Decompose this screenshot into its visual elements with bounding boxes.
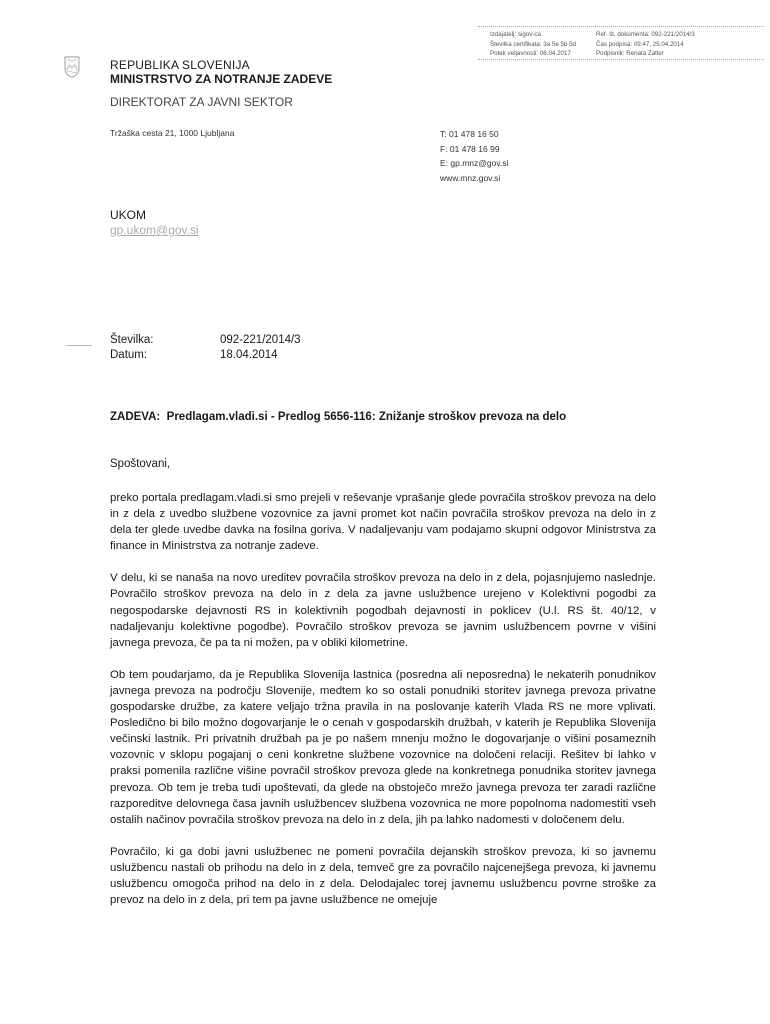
meta-number-row xyxy=(110,333,301,348)
digital-signature-box xyxy=(478,26,764,60)
body-paragraph-4: Povračilo, ki ga dobi javni uslužbenec ne pomeni povračila dejanskih stroškov prevoza, ki so javnemu uslužbencu nastali ob prihodu na delo in z dela, temveč gre za povračilo najcenejšega prevoza, ki javnemu uslužbencu omogoča prihod na delo in z dela. Delodajalec torej javnemu uslužbencu povrne stroške za prevoz na delo in z dela, pri tem pa javne uslužbence ne omejuje xyxy=(110,845,656,907)
document-meta xyxy=(110,333,301,362)
contact-website[interactable]: www.mnz.gov.si xyxy=(440,172,501,183)
signature-time: Čas podpisa: 09:47, 25.04.2014 xyxy=(596,40,684,48)
header-republic: REPUBLIKA SLOVENIJA xyxy=(110,58,250,72)
fold-mark xyxy=(66,345,92,346)
body-paragraph-3: Ob tem poudarjamo, da je Republika Slovenija lastnica (posredna ali neposredna) le nekaterih ponudnikov javnega prevoza na področju Slovenije, medtem ko so ostali ponudniki storitev javnega prevoza privatne gospodarske družbe, za katere veljajo tržna pravila in na poslovanje katerih Vlada RS ne more vplivati. Posledično bi bilo možno dogovarjanje le o cenah v gospodarskih družbah, v katerih je Republika Slovenija večinski lastnik. Pri privatnih družbah pa je po našem mnenju možno le dogovarjanje o višini posameznih vozovnic v sklopu pogajanj o ceni konkretne službene vozovnice na določeni relaciji. Rešitev bi lahko v praksi pomenila različne višine povračil stroškov prevoza glede na konkretnega ponudnika storitev javnega prevoza. Ob tem je treba tudi upoštevati, da glede na obstoječo mrežo javnega prevoza ter zaradi različne razporeditve delovnega časa javnih uslužbencev službena vozovnica ne more popolnoma nadomestiti vseh ostalih načinov povračila stroškov prevoza na delo in z dela, jih pa lahko nadomesti v določenem delu. xyxy=(110,668,656,826)
signature-document-column xyxy=(596,30,695,59)
sender-contacts xyxy=(440,127,508,185)
recipient-name: UKOM xyxy=(110,208,146,222)
signature-signer: Podpisnik: Renata Zatler xyxy=(596,50,664,57)
signature-reference: Ref. št. dokumenta: 092-221/2014/3 xyxy=(596,31,695,38)
meta-number-label: Številka: xyxy=(110,334,154,346)
header-ministry: MINISTRSTVO ZA NOTRANJE ZADEVE xyxy=(110,72,333,86)
contact-phone: T: 01 478 16 50 xyxy=(440,129,499,139)
body-paragraph-2: V delu, ki se nanaša na novo ureditev povračila stroškov prevoza na delo in z dela, pojasnjujemo naslednje. Povračilo stroškov prevoza na delo in z dela za javne uslužbence urejeno v Kolektivni pogodbi za negospodarske dejavnosti RS in kolektivnih pogodbah dejavnosti in poklicev (U.l. RS št. 40/12, v nadaljevanju kolektivne pogodbe). Povračilo stroškov prevoza se javnim uslužbencem povrne v višini javnega prevoza, če pa ta ni možen, pa v obliki kilometrine. xyxy=(110,572,656,649)
meta-date-label: Datum: xyxy=(110,348,148,361)
meta-date-value: 18.04.2014 xyxy=(220,348,278,361)
recipient-block xyxy=(110,208,199,238)
signature-issuer-column xyxy=(490,30,576,59)
coat-of-arms-icon xyxy=(64,56,80,78)
contact-email[interactable]: E: gp.mnz@gov.si xyxy=(440,158,509,168)
body-paragraph-1: preko portala predlagam.vladi.si smo prejeli v reševanje vprašanje glede povračila stroškov prevoza na delo in z dela z uvedbo službene vozovnice za javni promet kot način povračila stroškov prevoza na delo in z dela ter glede uvedbe davka na fosilna goriva. V nadaljevanju vam podajamo skupni odgovor Ministrstva za finance in Ministrstva za notranje zadeve. xyxy=(110,492,656,553)
recipient-email-link[interactable]: gp.ukom@gov.si xyxy=(110,223,199,237)
meta-number-value: 092-221/2014/3 xyxy=(220,334,301,346)
signature-issuer: Izdajatelj: sigov-ca xyxy=(490,31,541,38)
letter-subject: ZADEVA: Predlagam.vladi.si - Predlog 5656-116: Znižanje stroškov prevoza na delo xyxy=(110,411,567,423)
header-directorate: DIREKTORAT ZA JAVNI SEKTOR xyxy=(110,95,293,109)
meta-date-row xyxy=(110,348,301,363)
sender-address: Tržaška cesta 21, 1000 Ljubljana xyxy=(110,128,235,138)
contact-fax: F: 01 478 16 99 xyxy=(440,143,500,154)
signature-validity: Potek veljavnosti: 06.04.2017 xyxy=(490,50,571,57)
letter-salutation: Spoštovani, xyxy=(110,458,171,470)
letter-body xyxy=(110,490,656,924)
signature-certificate: Številka certifikata: 3a 5e 5b 5d xyxy=(490,40,576,48)
